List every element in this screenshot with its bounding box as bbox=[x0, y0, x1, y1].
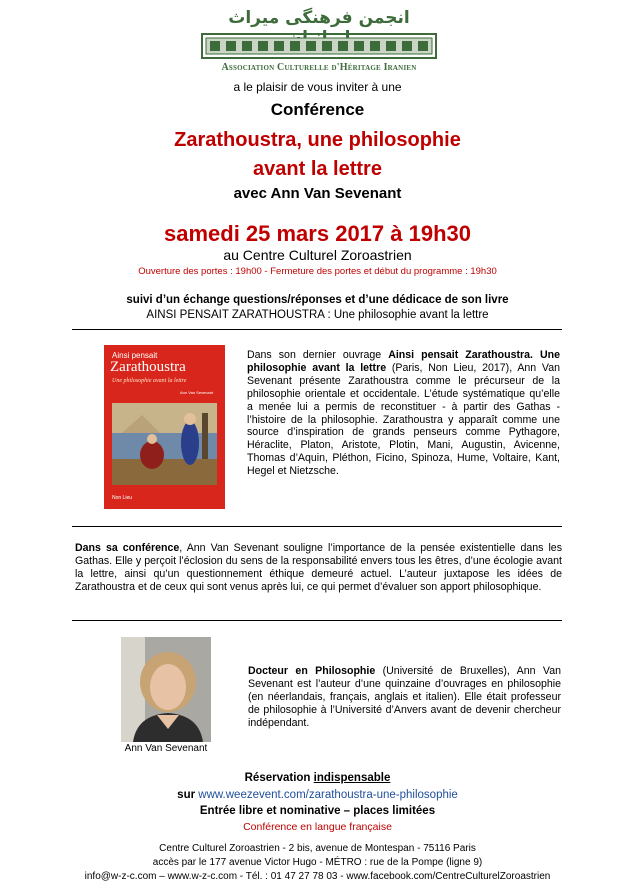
language-line: Conférence en langue française bbox=[243, 821, 392, 833]
cover-publisher-text: Non Lieu bbox=[112, 495, 133, 501]
cover-subtitle-text: Une philosophie avant la lettre bbox=[112, 378, 187, 384]
reservation-sur: sur bbox=[177, 789, 196, 801]
divider-2 bbox=[72, 526, 562, 527]
book-cover-image bbox=[104, 345, 225, 509]
followed-by: suivi d’un échange questions/réponses et d’une dédicace de son livre bbox=[126, 294, 509, 306]
book-desc-intro: Dans son dernier ouvrage bbox=[247, 349, 382, 361]
speaker-portrait bbox=[121, 637, 211, 742]
event-type: Conférence bbox=[270, 100, 365, 119]
book-title-line: AINSI PENSAIT ZARATHOUSTRA : Une philosophie avant la lettre bbox=[146, 309, 489, 321]
association-logo bbox=[200, 8, 438, 76]
conference-paragraph bbox=[75, 542, 562, 594]
divider-3 bbox=[72, 620, 562, 621]
cover-author-text: Ann Van Sevenant bbox=[180, 390, 214, 395]
speaker-line: avec Ann Van Sevenant bbox=[233, 185, 402, 202]
bio-text: (Université de Bruxelles), Ann Van Sevenant est l’auteur d’une quinzaine d’ouvrages en philosophie (en néerlandais, français, anglais et italien). Elle était professeur de philosophie à l’Université d’Anvers avant de devenir chercheur indépendant. bbox=[248, 665, 561, 729]
cover-illustration bbox=[112, 403, 217, 485]
logo-french-text: Association Culturelle d'Héritage Iranien bbox=[221, 62, 417, 73]
reservation-link[interactable]: www.weezevent.com/zarathoustra-une-philosophie bbox=[198, 789, 458, 801]
event-venue: au Centre Culturel Zoroastrien bbox=[223, 247, 412, 263]
doors-info: Ouverture des portes : 19h00 - Fermeture des portes et début du programme : 19h30 bbox=[138, 266, 497, 277]
reservation-emphasis: indispensable bbox=[313, 772, 391, 784]
cover-top-text: Ainsi pensait bbox=[112, 351, 158, 360]
footer-address: Centre Culturel Zoroastrien - 2 bis, avenue de Montespan - 75116 Paris bbox=[159, 843, 476, 854]
footer-contact[interactable]: info@w-z-c.com – www.w-z-c.com - Tél. : 01 47 27 78 03 - www.facebook.com/CentreCulturelZoroastrien bbox=[84, 871, 551, 882]
reservation-line bbox=[0, 772, 635, 784]
book-description bbox=[247, 349, 560, 478]
reservation-link-line bbox=[0, 789, 635, 801]
bio-bold: Docteur en Philosophie bbox=[248, 665, 376, 677]
title-line-1: Zarathoustra, une philosophie bbox=[174, 129, 461, 151]
photo-caption: Ann Van Sevenant bbox=[124, 743, 208, 754]
logo-persian-text: انجمن فرهنگی میراث bbox=[228, 8, 410, 28]
book-desc-rest: (Paris, Non Lieu, 2017), Ann Van Sevenant présente Zarathoustra comme le précurseur de la philosophie orientale et occidentale. L’étude systématique qu’elle a menée lui a permis de reconstituer - à partir des Gathas - l’histoire de la philosophie. Zarathoustra y apparaît comme une source d’inspiration de grands penseurs comme Pythagore, Héraclite, Platon, Aristote, Plotin, Mani, Augustin, Avicenne, Thomas d’Aquin, Pléthon, Ficino, Spinoza, Hume, Voltaire, Kant, Hegel et Nietzsche. bbox=[247, 361, 560, 478]
title-line-2: avant la lettre bbox=[253, 158, 382, 180]
event-date: samedi 25 mars 2017 à 19h30 bbox=[163, 221, 471, 246]
book-desc-title: Ainsi pensait Zarathoustra. Une philosophie avant la lettre bbox=[247, 349, 560, 374]
footer-access: accès par le 177 avenue Victor Hugo - MÉTRO : rue de la Pompe (ligne 9) bbox=[152, 857, 483, 868]
conference-bold: Dans sa conférence bbox=[75, 542, 180, 554]
invite-line: a le plaisir de vous inviter à une bbox=[233, 80, 402, 94]
cover-title-text: Zarathoustra bbox=[110, 359, 186, 375]
logo-ornament-band bbox=[200, 32, 438, 60]
conference-text: , Ann Van Sevenant souligne l’importance de la pensée existentielle dans les Gathas. Elle y perçoit l’éclosion du sens de la responsabilité envers tous les êtres, d’une écologie avant la lettre, ainsi qu’un questionnement éthique demeuré actuel. L’auteur juxtapose les idées de Zarathoustra et de ceux qui sont venus après lui, ce qui permet d’évaluer son apport philosophique. bbox=[75, 542, 562, 593]
speaker-photo bbox=[121, 637, 211, 742]
reservation-label: Réservation bbox=[244, 772, 311, 784]
entry-line: Entrée libre et nominative – places limitées bbox=[199, 805, 436, 817]
divider-1 bbox=[72, 329, 562, 330]
bio-paragraph bbox=[248, 665, 561, 730]
